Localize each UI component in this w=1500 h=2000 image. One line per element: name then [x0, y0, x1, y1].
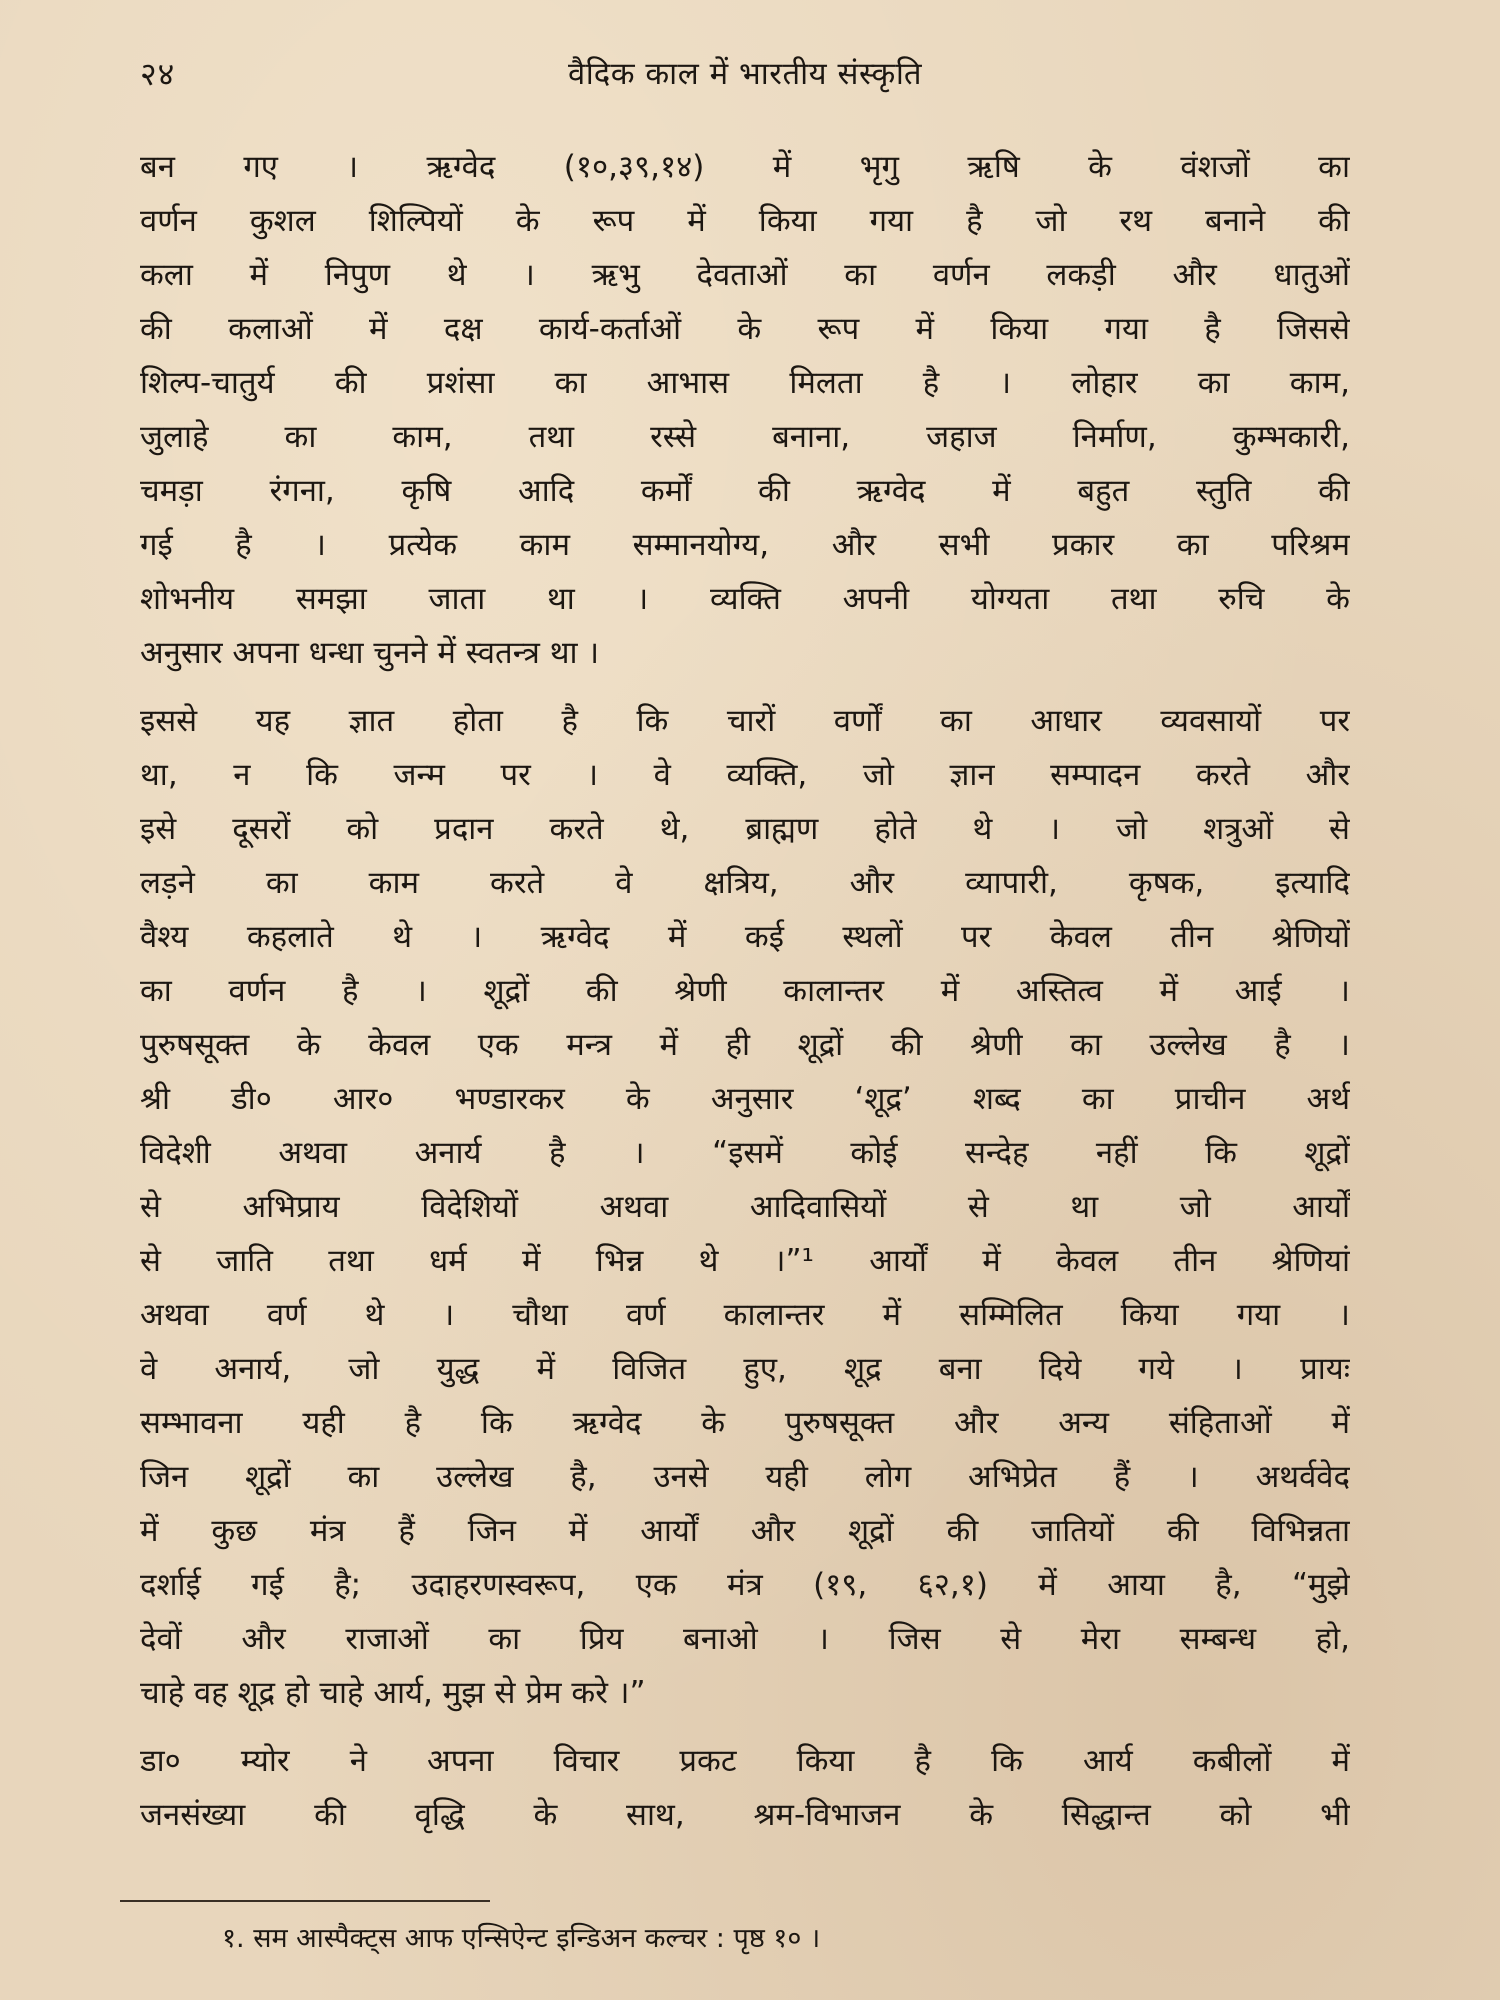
- running-head: [140, 52, 1350, 100]
- text-line: सम्भावना यही है कि ऋग्वेद के पुरुषसूक्त और अन्य संहिताओं में: [140, 1405, 1350, 1441]
- text-line: चाहे वह शूद्र हो चाहे आर्य, मुझ से प्रेम करे ।”: [140, 1675, 646, 1711]
- text-line: बन गए । ऋग्वेद (१०,३९,१४) में भृगु ऋषि के वंशजों का: [140, 149, 1350, 185]
- page-title: वैदिक काल में भारतीय संस्कृति: [567, 56, 923, 92]
- text-line: शिल्प-चातुर्य की प्रशंसा का आभास मिलता है । लोहार का काम,: [140, 365, 1350, 401]
- text-line: का वर्णन है । शूद्रों की श्रेणी कालान्तर में अस्तित्व में आई ।: [140, 973, 1350, 1009]
- text-line: कला में निपुण थे । ऋभु देवताओं का वर्णन लकड़ी और धातुओं: [140, 257, 1350, 293]
- text-line: चमड़ा रंगना, कृषि आदि कर्मों की ऋग्वेद में बहुत स्तुति की: [140, 473, 1350, 509]
- text-line: इसे दूसरों को प्रदान करते थे, ब्राह्मण होते थे । जो शत्रुओं से: [140, 811, 1350, 847]
- text-line: वे अनार्य, जो युद्ध में विजित हुए, शूद्र बना दिये गये । प्रायः: [140, 1351, 1350, 1387]
- text-line: की कलाओं में दक्ष कार्य-कर्ताओं के रूप में किया गया है जिससे: [140, 311, 1350, 347]
- footnote: १. सम आस्पैक्ट्स आफ एन्सिऐन्ट इन्डिअन कल्चर : पृष्ठ १० ।: [222, 1923, 821, 1954]
- text-line: वैश्य कहलाते थे । ऋग्वेद में कई स्थलों पर केवल तीन श्रेणियों: [140, 919, 1350, 955]
- text-line: जिन शूद्रों का उल्लेख है, उनसे यही लोग अभिप्रेत हैं । अथर्ववेद: [140, 1459, 1350, 1495]
- text-line: इससे यह ज्ञात होता है कि चारों वर्णों का आधार व्यवसायों पर: [140, 703, 1350, 739]
- text-line: अनुसार अपना धन्धा चुनने में स्वतन्त्र था ।: [140, 635, 600, 671]
- page-number: २४: [140, 55, 176, 93]
- text-line: था, न कि जन्म पर । वे व्यक्ति, जो ज्ञान सम्पादन करते और: [140, 757, 1350, 793]
- text-line: से अभिप्राय विदेशियों अथवा आदिवासियों से था जो आर्यों: [140, 1189, 1350, 1225]
- text-line: डा० म्योर ने अपना विचार प्रकट किया है कि आर्य कबीलों में: [140, 1743, 1350, 1779]
- paragraph-gap: [140, 680, 1350, 694]
- text-line: में कुछ मंत्र हैं जिन में आर्यों और शूद्रों की जातियों की विभिन्नता: [140, 1513, 1350, 1549]
- text-line: गई है । प्रत्येक काम सम्मानयोग्य, और सभी प्रकार का परिश्रम: [140, 527, 1350, 563]
- text-line: जुलाहे का काम, तथा रस्से बनाना, जहाज निर्माण, कुम्भकारी,: [140, 419, 1350, 455]
- text-line: अथवा वर्ण थे । चौथा वर्ण कालान्तर में सम्मिलित किया गया ।: [140, 1297, 1350, 1333]
- text-line: शोभनीय समझा जाता था । व्यक्ति अपनी योग्यता तथा रुचि के: [140, 581, 1350, 617]
- footnote-divider: [120, 1900, 490, 1902]
- text-line: वर्णन कुशल शिल्पियों के रूप में किया गया है जो रथ बनाने की: [140, 203, 1350, 239]
- text-line: विदेशी अथवा अनार्य है । “इसमें कोई सन्देह नहीं कि शूद्रों: [140, 1135, 1350, 1171]
- text-line: श्री डी० आर० भण्डारकर के अनुसार ‘शूद्र’ शब्द का प्राचीन अर्थ: [140, 1081, 1350, 1117]
- body-text: [140, 140, 1350, 1842]
- text-line: देवों और राजाओं का प्रिय बनाओ । जिस से मेरा सम्बन्ध हो,: [140, 1621, 1350, 1657]
- text-line: पुरुषसूक्त के केवल एक मन्त्र में ही शूद्रों की श्रेणी का उल्लेख है ।: [140, 1027, 1350, 1063]
- text-line: जनसंख्या की वृद्धि के साथ, श्रम-विभाजन के सिद्धान्त को भी: [140, 1797, 1350, 1833]
- text-line: दर्शाई गई है; उदाहरणस्वरूप, एक मंत्र (१९, ६२,१) में आया है, “मुझे: [140, 1567, 1350, 1603]
- text-line: लड़ने का काम करते वे क्षत्रिय, और व्यापारी, कृषक, इत्यादि: [140, 865, 1350, 901]
- text-line: से जाति तथा धर्म में भिन्न थे ।”¹ आर्यों में केवल तीन श्रेणियां: [140, 1243, 1350, 1279]
- paragraph-gap: [140, 1720, 1350, 1734]
